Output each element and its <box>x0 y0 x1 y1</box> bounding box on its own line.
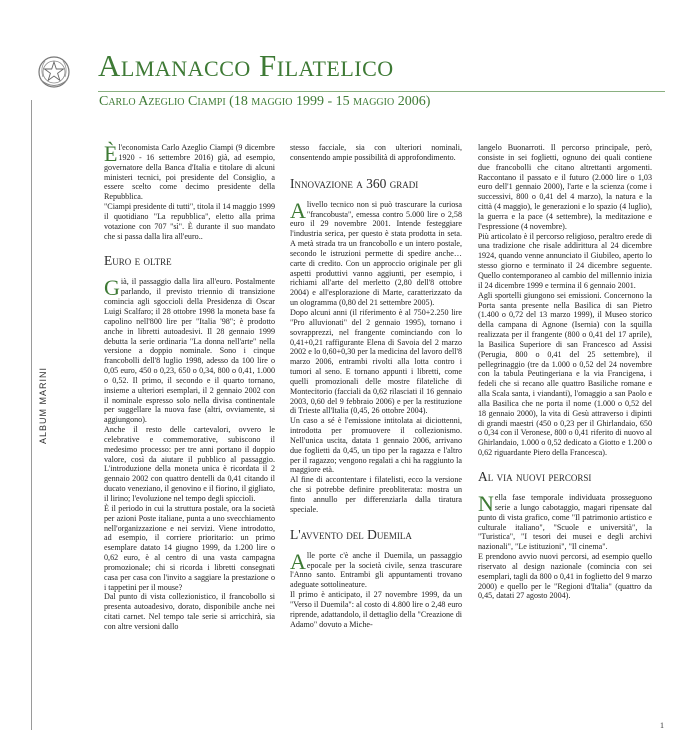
paragraph: Il primo è anticipato, il 27 novembre 1999, da un "Verso il Duemila": al costo di 4.800 lire o 2,48 euro riprende, adattandolo, il dettaglio della "Creazione di Adamo" dovuto a Miche- <box>290 590 462 629</box>
section-text: lle porte c'è anche il Duemila, un passaggio epocale per la società civile, senza trascurare l'Anno santo. Entrambi gli appuntamenti trovano adeguate sottolineature. <box>290 550 462 590</box>
paragraph: langelo Buonarroti. Il percorso principale, però, consiste in sei foglietti, ognuno dei quali contiene due francobolli che citano altrettanti argomenti. Raccontano il passato e il futuro (2.000 lire o 1,03 euro dell'1 gennaio 2000), l'arte e la scienza (come i successivi, 800 o 0,41 del 4 marzo), la natura e la città (4 maggio), le generazioni e lo spazio (4 luglio), la guerra e la pace (4 settembre), la meditazione e l'espressione (4 novembre). <box>478 143 652 231</box>
paragraph: "Ciampi presidente di tutti", titola il 14 maggio 1999 il quotidiano "La repubblica", eletto alla prima votazione con 707 "sì". È durante il suo mandato che si passa dalla lira all'euro.. <box>104 202 275 241</box>
paragraph: Anche il resto delle cartevalori, ovvero le celebrative e commemorative, subiscono il medesimo processo: per tre anni portano il doppio valore, così da aiutare il pubblico al passaggio. L'introduzione della moneta unica è ricordata il 2 gennaio 2002 con quattro dentelli da 0,41 citando il ducato veneziano, il genovino e il fiorino, il gigliato, il lirino; l'evoluzione nel tempo degli spiccioli. <box>104 425 275 503</box>
section-heading: Al via nuovi percorsi <box>478 469 592 484</box>
paragraph: Dopo alcuni anni (il riferimento è al 750+2.250 lire "Pro alluvionati" del 2 gennaio 1995), tornano i sovrapprezzi, nel frangente cominciando con lo 0,41+0,21 raffigurante Elena di Savoia del 2 marzo 2002 e lo 0,60+0,30 per la medicina del lavoro dell'8 marzo 2006, entrambi rivolti alla lotta contro i tumori al seno. E tornano appunti i libretti, come quelli promozionali delle mostre filateliche di Montecitorio (facciali da 0,62 rilasciati il 16 gennaio 2003, 0,60 del 9 febbraio 2006) e per la restituzione di Trieste all'Italia (0,45, 26 ottobre 2004). <box>290 307 462 416</box>
dropcap: N <box>478 491 494 516</box>
section-text: ià, il passaggio dalla lira all'euro. Postalmente parlando, il previsto triennio di transizione comincia agli sgoccioli della Presidenza di Oscar Luigi Scalfaro; il 28 ottobre 1998 la moneta base fa capolino nell'800 lire per "Italia '98"; è prodotto anche in libretti autoadesivi. Il 28 gennaio 1999 debutta la serie ordinaria "La donna nell'arte" nella versione a doppio nominale. Sono i cinque francobolli dell'8 luglio 1998, adesso da 100 lire o 0,05 euro, 450 o 0,23, 650 o 0,34, 800 o 0,41, 1.000 o 0,52. Il primo, il secondo e il quarto tornano, insieme a ulteriori esemplari, il 2 gennaio 2002 con il nominale espresso solo nella divisa continentale per suggellare la nuova fase (altri, ovviamente, si aggiungono). <box>104 277 275 425</box>
dropcap: A <box>290 197 306 223</box>
section-paragraph <box>290 548 462 590</box>
section-paragraph <box>290 197 462 308</box>
side-divider <box>31 100 32 730</box>
section-text: livello tecnico non si può trascurare la curiosa "francobusta", emessa contro 5.000 lire o 2,58 euro il 29 novembre 2001. Intende festeggiare l'industria serica, per questo è stata prodotta in seta. A metà strada tra un francobollo e un intero postale, secondo le istruzioni permette di spedire anche… carte di credito. Con un approccio originale per gli aspetti produttivi vanno aggiunti, per esempio, i richiami all'arte del merletto (2,80 dell'8 ottobre 2004) e all'esplorazione di Marte, caratterizzato da un ologramma (0,80 del 21 settembre 2005). <box>290 199 462 308</box>
section-heading: L'avvento del Duemila <box>290 526 412 542</box>
page-title: Almanacco Filatelico <box>98 48 394 83</box>
intro-paragraph <box>104 143 275 202</box>
title-divider <box>98 91 665 92</box>
paragraph: È il periodo in cui la struttura postale, ora la società per azioni Poste italiane, punta a uno svecchiamento nell'organizzazione e nei servizi. Viene introdotto, ad esempio, il corriere prioritario: un primo esemplare datato 14 giugno 1999, da 1.200 lire o 0,62 euro, è al centro di una vasta campagna promozionale; chi si ricorda i libretti consegnati casa per casa con l'invito a saggiare la prestazione o i tappetini per il mouse? <box>104 503 275 592</box>
dropcap: È <box>104 141 118 166</box>
paragraph: stesso facciale, sia con ulteriori nominali, consentendo ampie possibilità di approfondimento. <box>290 143 462 162</box>
column-2 <box>290 143 462 629</box>
paragraph: Agli sportelli giungono sei emissioni. Concernono la Porta santa presente nella Basilica di san Pietro (1.400 o 0,72 del 13 marzo 1999), il Museo storico della campana di Agnone (Isernia) con la squilla realizzata per il frangente (800 o 0,41 del 17 aprile), la Basilica Superiore di san Francesco ad Assisi (Perugia, 800 o 0,41 del 25 settembre), il pellegrinaggio (tre da 1.000 o 0,52 del 24 novembre con la tabula Peutingeriana e la via Francigena, i fedeli che si recano alle quattro Basiliche romane e alla Scala santa, i viandanti), l'omaggio a san Paolo e alla Basilica che ne porta il nome (1.000 o 0,52 del 18 gennaio 2000), la vita di Gesù attraverso i dipinti di grandi maestri (450 o 0,23 per il Ghirlandaio, 650 o 0,34 con il Veronese, 800 o 0,41 riferito di nuovo al Ghirlandaio, 1.000 o 0,52 dedicato a Giotto e 1.200 o 0,62 riguardante Piero della Francesca). <box>478 290 652 458</box>
dropcap: A <box>290 548 306 574</box>
paragraph: Al fine di accontentare i filatelisti, ecco la versione che si potrebbe definire preobliterata: mostra un finto annullo per differenziarla dalla tiratura speciale. <box>290 475 462 514</box>
page-number: 1 <box>660 721 664 730</box>
paragraph: Più articolato è il percorso religioso, peraltro erede di una tradizione che risale addirittura al 24 dicembre 1924, quando venne annunciato il Giubileo, aperto lo stesso giorno e terminato il 24 dicembre seguente. Quello contemporaneo al cambio del millennio inizia il 24 dicembre 1999 e termina il 6 gennaio 2001. <box>478 231 652 290</box>
paragraph: Un caso a sé è l'emissione intitolata ai diciottenni, introdotta per promuovere il collezionismo. Nell'unica uscita, datata 1 gennaio 2006, arrivano due foglietti da 0,45, un tipo per la ragazza e l'altro per il ragazzo; vengono regalati a chi ha raggiunto la maggiore età. <box>290 416 462 475</box>
paragraph: E prendono avvio nuovi percorsi, ad esempio quello riservato al design nazionale (comincia con sei esemplari, tagli da 800 o 0,41 in foglietto del 9 marzo 2000) e quello per le "Regioni d'Italia" (quattro da 0,45, datati 27 agosto 2004). <box>478 552 652 601</box>
column-1 <box>104 143 275 632</box>
section-paragraph <box>104 277 275 425</box>
section-text: ella fase temporale individuata prosseguono serie a lungo cabotaggio, magari ripensate dal punto di vista grafico, come "Il patrimonio artistico e culturale italiano", "Scuole e università", la "Turistica", "I tesori dei musei e degli archivi nazionali", "Le istituzioni", "Il cinema". <box>478 493 652 552</box>
side-label: ALBUM MARINI <box>38 366 48 444</box>
intro-text: l'economista Carlo Azeglio Ciampi (9 dicembre 1920 - 16 settembre 2016) già, ad esempio, governatore della Banca d'Italia e titolare di alcuni ministeri tecnici, poi presidente del Consiglio, a essere scelto come decimo presidente della Repubblica. <box>104 143 275 202</box>
paragraph: Dal punto di vista collezionistico, il francobollo si presenta autoadesivo, dorato, disponibile anche nei citati carnet. Nel tempo tale serie si arricchirà, sia con altre versioni dallo <box>104 592 275 631</box>
section-heading: Innovazione a 360 gradi <box>290 175 419 191</box>
dropcap: G <box>104 275 120 301</box>
republic-emblem-icon <box>35 53 73 93</box>
section-heading: Euro e oltre <box>104 253 172 269</box>
section-paragraph <box>478 493 652 552</box>
page-subtitle: Carlo Azeglio Ciampi (18 maggio 1999 - 15 maggio 2006) <box>99 94 431 109</box>
column-3 <box>478 143 652 601</box>
